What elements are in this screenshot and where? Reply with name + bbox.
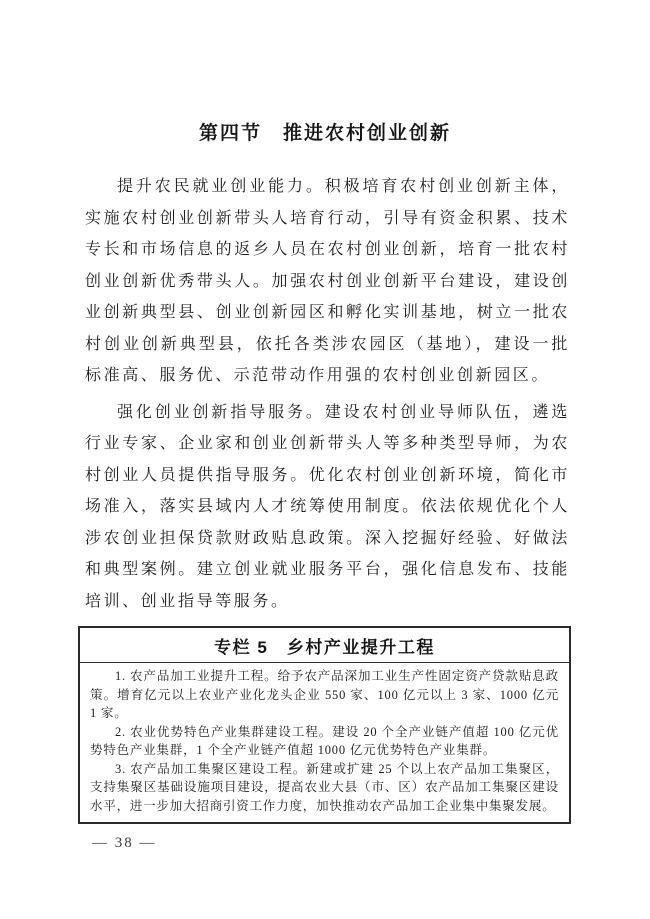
feature-box-body — [80, 663, 569, 822]
feature-box — [78, 626, 571, 824]
feature-box-item-2: 2. 农业优势特色产业集群建设工程。建设 20 个全产业链产值超 100 亿元优势特色产业集群，1 个全产业链产值超 1000 亿元优势特色产业集群。 — [90, 724, 559, 757]
feature-box-title: 专栏 5 乡村产业提升工程 — [80, 628, 569, 663]
body-paragraph-1: 提升农民就业创业能力。积极培育农村创业创新主体，实施农村创业创新带头人培育行动，引导有资金积累、技术专长和市场信息的返乡人员在农村创业创新，培育一批农村创业创新优秀带头人。加强农村创业创新平台建设，建设创业创新典型县、创业创新园区和孵化实训基地，树立一批农村创业创新典型县，依托各类涉农园区（基地），建设一批标准高、服务优、示范带动作用强的农村创业创新园区。 — [85, 178, 570, 384]
body-paragraph-2: 强化创业创新指导服务。建设农村创业导师队伍，遴选行业专家、企业家和创业创新带头人等多种类型导师，为农村创业人员提供指导服务。优化农村创业创新环境，简化市场准入，落实县域内人才统筹使用制度。依法依规优化个人涉农创业担保贷款财政贴息政策。深入挖掘好经验、好做法和典型案例。建立创业就业服务平台，强化信息发布、技能培训、创业指导等服务。 — [85, 403, 570, 610]
feature-box-item-1: 1. 农产品加工业提升工程。给予农产品深加工业生产性固定资产贷款贴息政策。增育亿元以上农业产业化龙头企业 550 家、100 亿元以上 3 家、1000 亿元 1 家。 — [90, 669, 559, 720]
section-title: 第四节 推进农村创业创新 — [198, 123, 451, 144]
page-number: — 38 — — [92, 835, 157, 851]
feature-box-item-3: 3. 农产品加工集聚区建设工程。新建或扩建 25 个以上农产品加工集聚区，支持集聚区基础设施项目建设，提高农业大县（市、区）农产品加工集聚区建设水平，进一步加大招商引资工作力度，加快推动农产品加工企业集中集聚发展。 — [90, 761, 559, 813]
body-text — [85, 171, 570, 617]
